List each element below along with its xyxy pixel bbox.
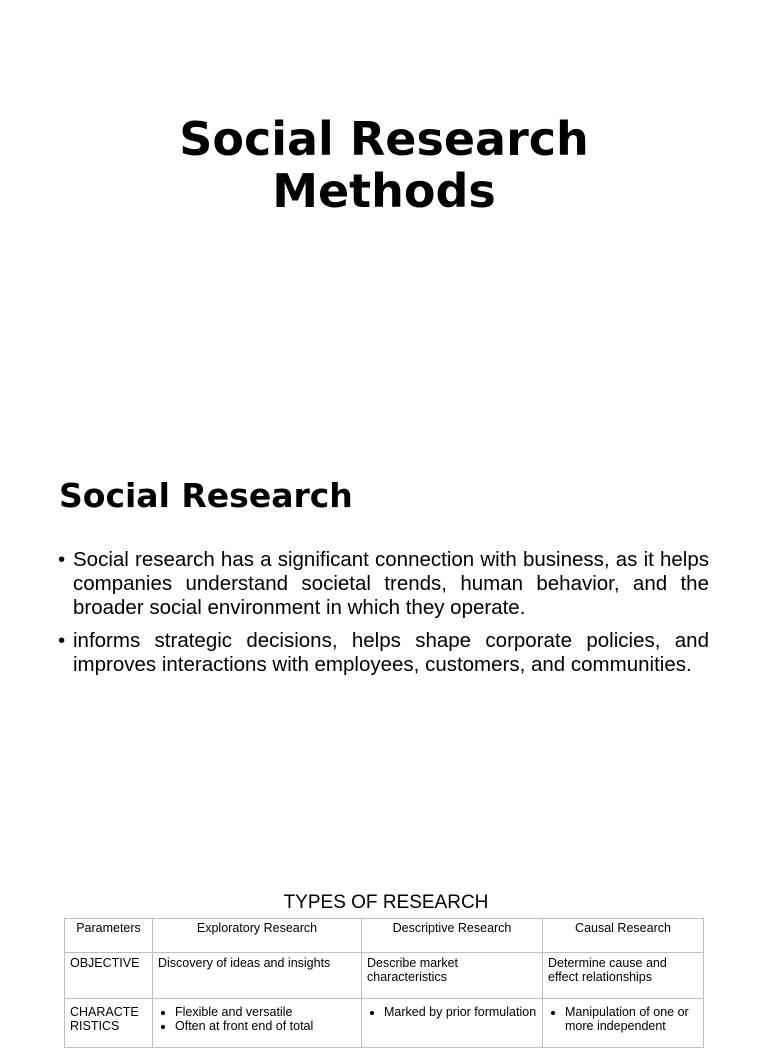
bullet-dot-icon: •	[58, 629, 66, 652]
research-types-table	[64, 918, 704, 1048]
cell-causal-characteristics	[543, 999, 704, 1048]
descriptive-characteristics-list	[367, 1005, 537, 1019]
list-item: • Marked by prior formulation	[384, 1005, 537, 1019]
exploratory-characteristics-list	[158, 1005, 356, 1033]
list-item: • Manipulation of one or more independent	[565, 1005, 698, 1033]
bullet-list	[58, 548, 709, 686]
cell-exploratory-characteristics	[153, 999, 362, 1048]
section-heading: Social Research	[59, 476, 353, 515]
list-item: • Often at front end of total	[175, 1019, 356, 1033]
cell-exploratory-objective: Discovery of ideas and insights	[153, 953, 362, 999]
row-label-characteristics: CHARACTERISTICS	[65, 999, 153, 1048]
title-line-1: Social Research	[179, 112, 589, 166]
cell-descriptive-characteristics	[362, 999, 543, 1048]
bullet-item	[58, 548, 709, 620]
header-descriptive: Descriptive Research	[362, 919, 543, 953]
bullet-item	[58, 629, 709, 677]
table-row	[65, 999, 704, 1048]
presentation-title	[0, 113, 768, 217]
table-row	[65, 953, 704, 999]
title-line-2: Methods	[272, 164, 496, 218]
types-of-research-slide	[0, 880, 768, 1033]
cell-descriptive-objective: Describe market characteristics	[362, 953, 543, 999]
bullet-text: informs strategic decisions, helps shape corporate policies, and improves interactions with employees, customers, and communities.	[73, 629, 709, 676]
table-title: TYPES OF RESEARCH	[283, 892, 489, 913]
bullet-dot-icon: •	[58, 548, 66, 571]
table-header-row	[65, 919, 704, 953]
list-item: • Flexible and versatile	[175, 1005, 356, 1019]
cell-causal-objective: Determine cause and effect relationships	[543, 953, 704, 999]
bullet-text: Social research has a significant connection with business, as it helps companies understand societal trends, human behavior, and the broader social environment in which they operate.	[73, 548, 709, 619]
title-slide	[0, 0, 768, 330]
causal-characteristics-list	[548, 1005, 698, 1033]
social-research-slide	[0, 470, 768, 800]
header-exploratory: Exploratory Research	[153, 919, 362, 953]
header-causal: Causal Research	[543, 919, 704, 953]
header-parameters: Parameters	[65, 919, 153, 953]
row-label-objective: OBJECTIVE	[65, 953, 153, 999]
